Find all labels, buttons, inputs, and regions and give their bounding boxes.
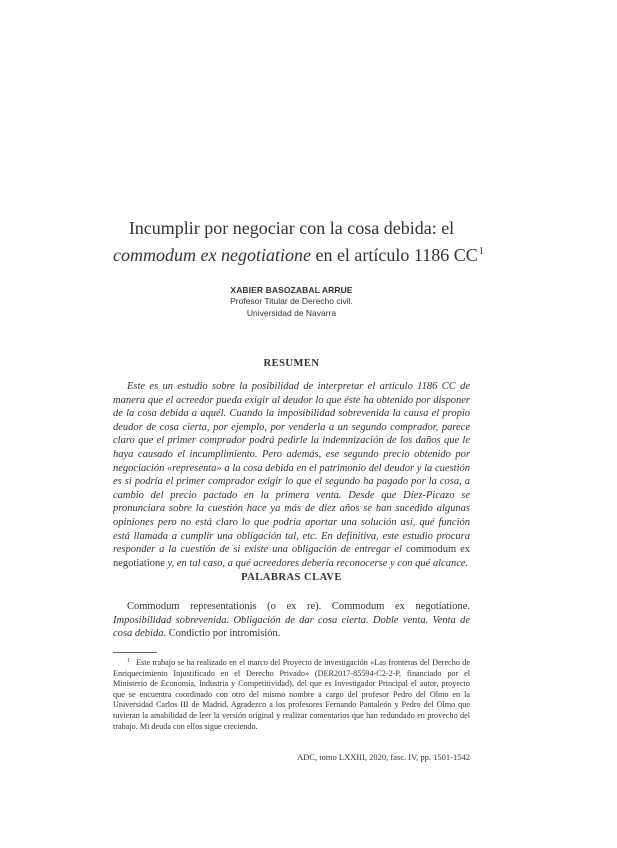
title-footnote-marker[interactable]: 1: [478, 246, 484, 257]
abstract-text: [113, 380, 470, 570]
footnote-divider: [113, 652, 157, 653]
title-line-1: Incumplir por negociar con la cosa debida: el: [128, 218, 455, 238]
keywords-part-2: Imposibilidad sobrevenida. Obligación de dar cosa cierta. Doble venta. Venta de cosa debida.: [113, 614, 470, 640]
title-italic-term: commodum ex negotiatione: [113, 245, 311, 265]
footnote-marker: 1: [127, 658, 130, 664]
abstract-text-end: y, en tal caso, a qué acreedores debería reconocerse y con qué alcance.: [164, 557, 469, 569]
author-name: XABIER BASOZABAL ARRUE: [230, 285, 353, 295]
abstract-text-main: Este es un estudio sobre la posibilidad de interpretar el artículo 1186 CC de manera que el acreedor pueda exigir al deudor lo que éste ha obtenido por disponer de la cosa debida a aquél. Cuando la imposibilidad sobrevenida la causa el propio deudor de cosa cierta, por ejemplo, por venderla a un segundo comprador, parece claro que el primer comprador podrá pedirle la indemnización de los daños que le haya causado el incumplimiento. Pero además, ese segundo precio obtenido por negociación «representa» a la cosa debida en el patrimonio del deudor y la cuestión es si podría el primer comprador exigir lo que el segundo ha pagado por la cosa, a cambio del precio pactado en la primera venta. Desde que Díez-Picazo se pronunciara sobre la cuestión hace ya más de diez años se han sucedido algunas opiniones pero no está claro lo que podría aportar una solución así, qué función está llamada a cumplir una obligación tal, etc. En definitiva, este estudio procura responder a la cuestión de si existe una obligación de entregar el: [113, 381, 470, 556]
author-position: Profesor Titular de Derecho civil.: [230, 296, 353, 306]
footnote: [113, 656, 470, 732]
author-institution: Universidad de Navarra: [246, 307, 337, 318]
page-footer-citation: ADC, tomo LXXIII, 2020, fasc. IV, pp. 1501-1542: [297, 752, 470, 762]
abstract-heading: RESUMEN: [263, 358, 320, 369]
title-line-2-rest: en el artículo 1186 CC: [310, 245, 478, 265]
keywords-heading: PALABRAS CLAVE: [241, 572, 342, 583]
abstract-term: commodum ex negotiatione: [113, 544, 470, 569]
footnote-text: Este trabajo se ha realizado en el marco del Proyecto de investigación «Las fronteras del Derecho de Enriquecimiento Injustificado en el Derecho Privado» (DER2017-85594-C2-2-P, financiado por el Ministerio de Economía, Industria y Competitividad), del que es Investigador Principal el autor, proyecto que se encuentra coordinado con otro del mismo nombre a cargo del profesor Pedro del Olmo en la Universidad Carlos III de Madrid. Agradezco a los profesores Fernando Pantaleón y Pedro del Olmo que tuvieran la amabilidad de leer la versión original y realizar comentarios que han redundado en provecho del trabajo. Mi deuda con ellos sigue creciendo.: [113, 658, 470, 731]
title-line-2: [113, 240, 484, 267]
author-block: [113, 285, 470, 319]
keywords-text: [113, 600, 470, 641]
keywords-part-1: Commodum representationis (o ex re). Commodum ex negotiatione.: [127, 601, 470, 612]
article-title: [113, 216, 484, 267]
keywords-part-3: Condictio por intromisión.: [166, 628, 281, 640]
